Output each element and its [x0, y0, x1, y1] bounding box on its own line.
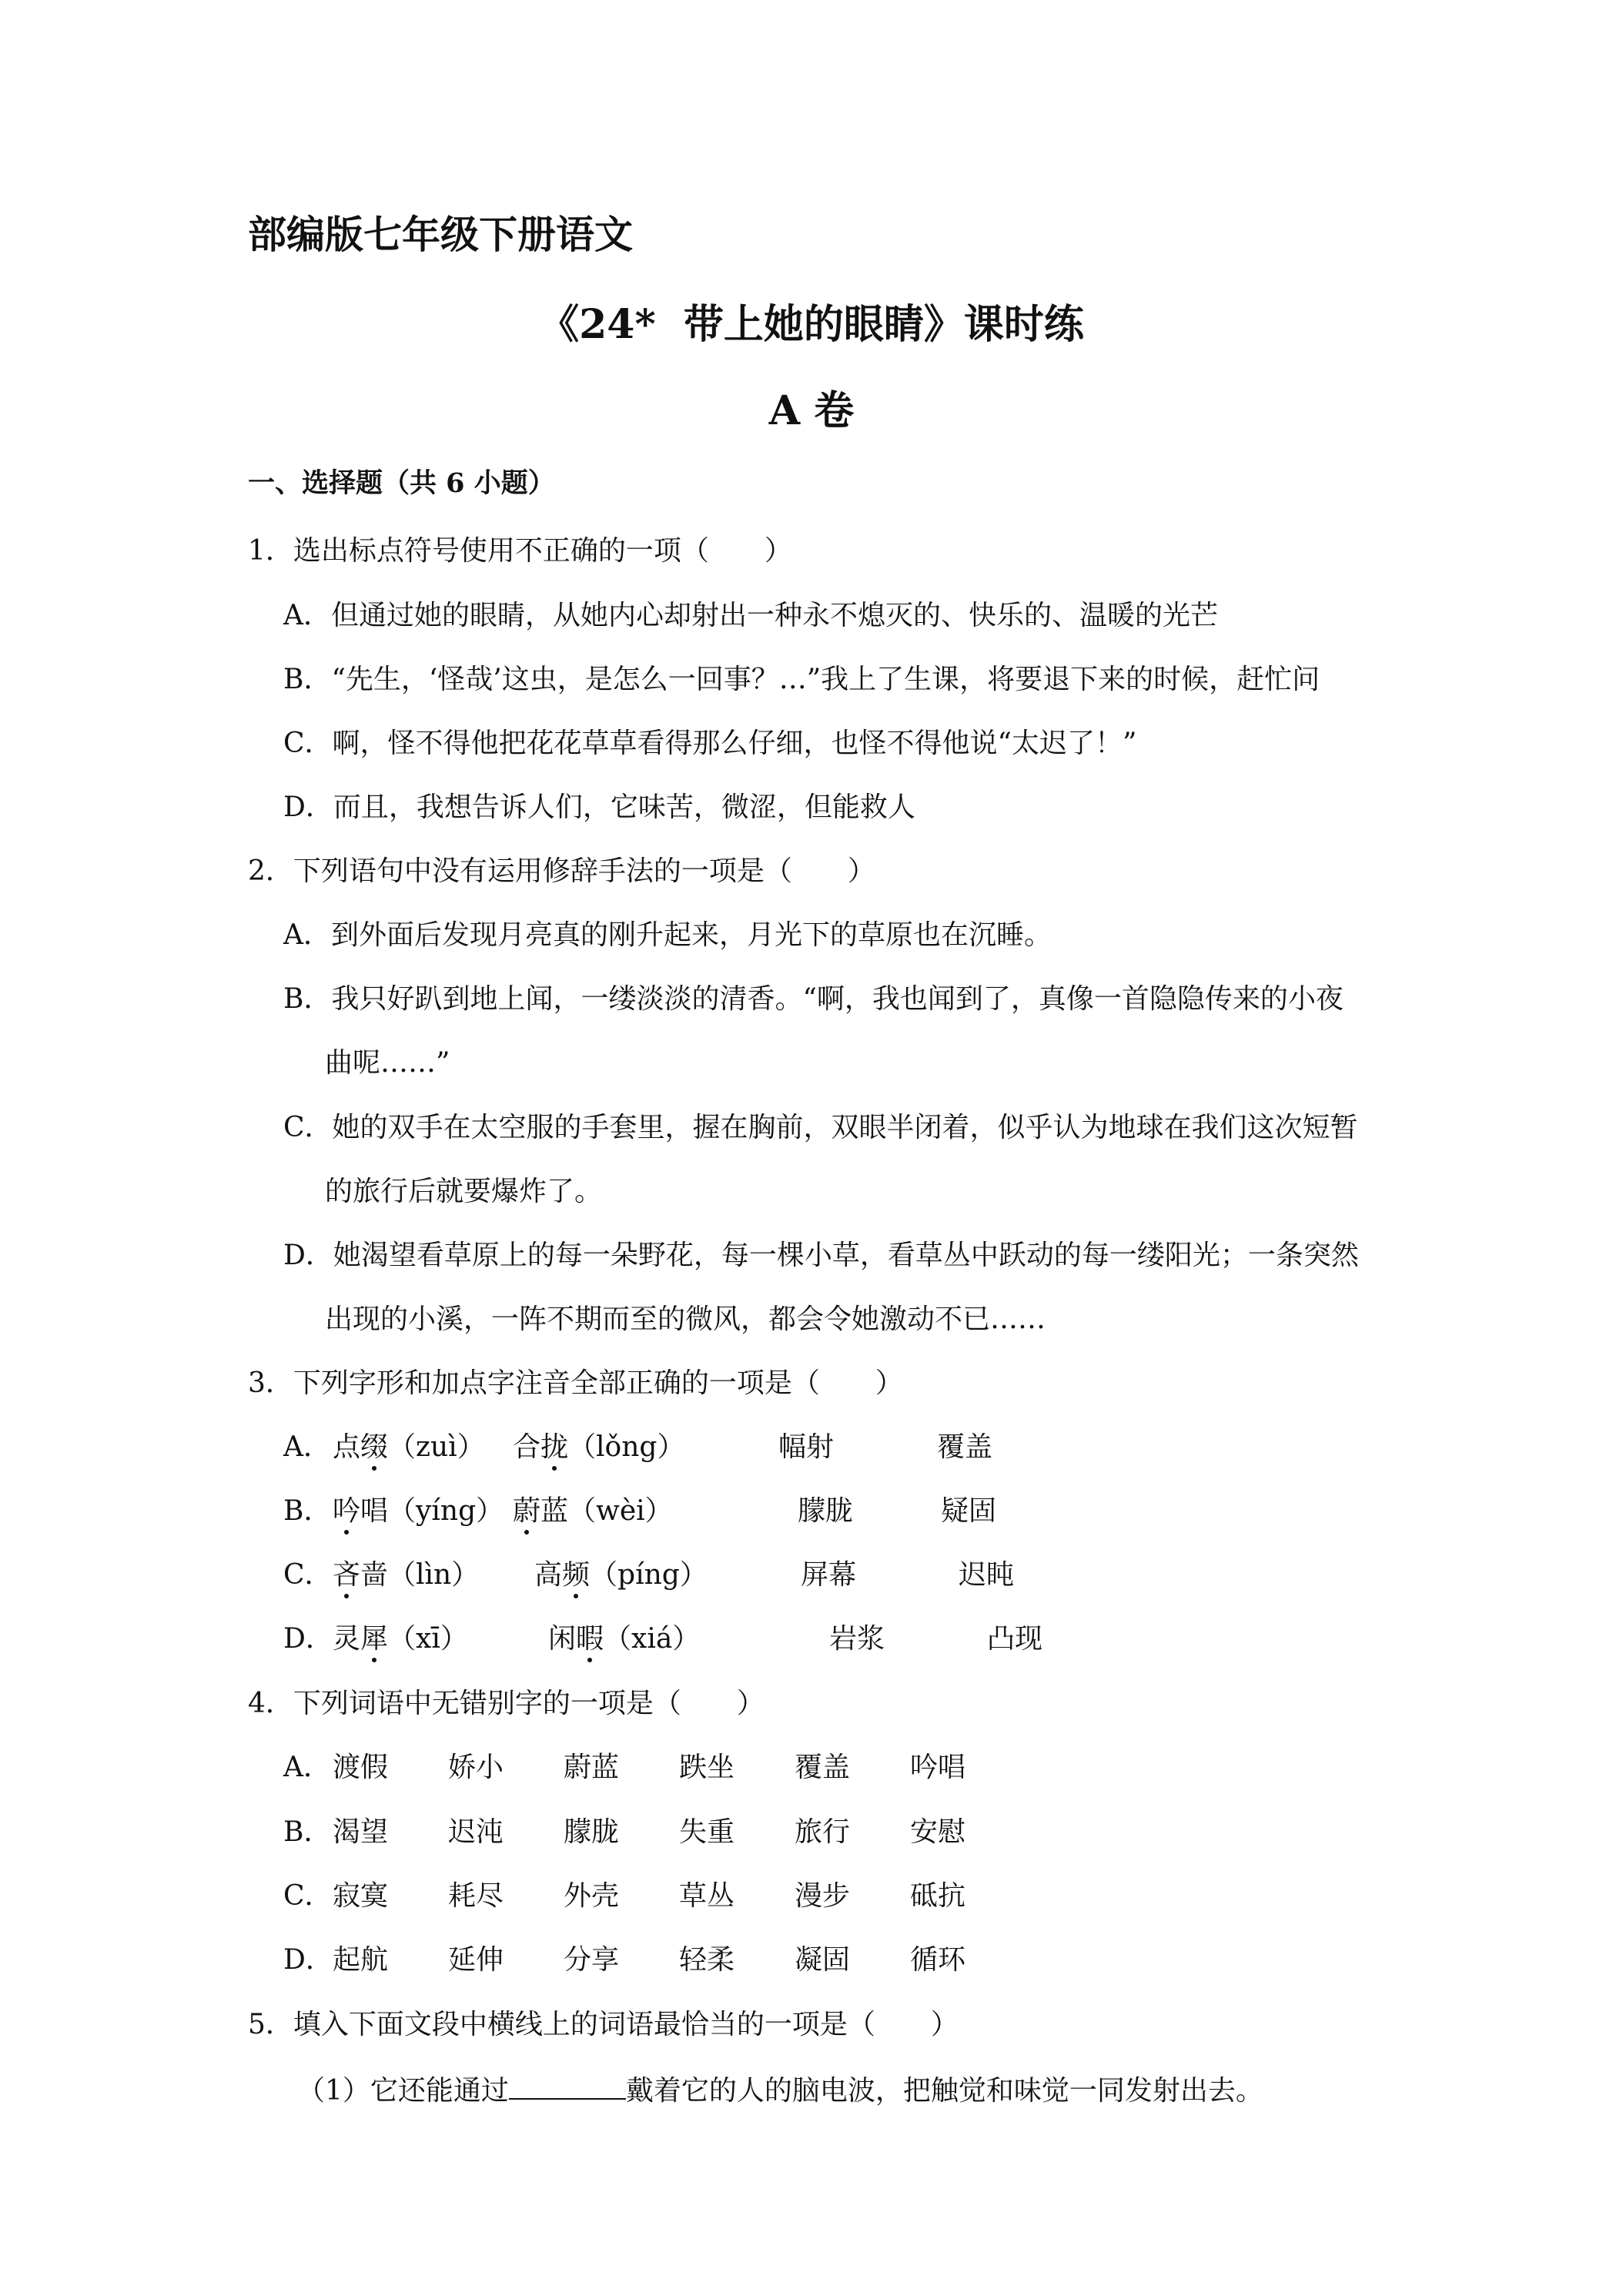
- textbook-title: 部编版七年级下册语文: [248, 212, 633, 257]
- question-4-option-label: A．: [283, 1752, 331, 1783]
- question-4-option-label: C．: [283, 1880, 333, 1912]
- question-2-stem: 2．下列语句中没有运用修辞手法的一项是（ ）: [248, 855, 875, 887]
- question-1-stem: 1．选出标点符号使用不正确的一项（ ）: [248, 535, 792, 567]
- dotted-char: 频: [562, 1559, 591, 1591]
- lesson-title: 《24* 带上她的眼睛》课时练: [539, 301, 1084, 348]
- question-4-word: 起航: [333, 1944, 389, 1976]
- word-with-pinyin: 点缀（zuì）: [333, 1431, 485, 1463]
- question-1-option-b: B．“先生，‘怪哉’这虫，是怎么一回事？…”我上了生课，将要退下来的时候，赶忙问: [283, 664, 1320, 695]
- question-4-word: 渡假: [333, 1752, 389, 1783]
- question-4-word: 覆盖: [795, 1752, 851, 1783]
- word: 岩浆: [829, 1623, 885, 1655]
- word-with-pinyin: 灵犀（xī）: [333, 1623, 468, 1655]
- question-4-word: 凝固: [795, 1944, 851, 1976]
- question-2-option-d: D．她渴望看草原上的每一朵野花，每一棵小草，看草丛中跃动的每一缕阳光；一条突然: [283, 1240, 1359, 1271]
- question-4-word: 朦胧: [564, 1816, 620, 1848]
- option-label: C．: [283, 1559, 333, 1591]
- question-2-option-b-continued: 曲呢……”: [325, 1047, 450, 1079]
- question-4-option-label: B．: [283, 1816, 332, 1848]
- question-3-stem: 3．下列字形和加点字注音全部正确的一项是（ ）: [248, 1367, 903, 1399]
- question-4-word: 砥抗: [910, 1880, 966, 1912]
- question-4-word: 耗尽: [448, 1880, 504, 1912]
- question-4-word: 渴望: [333, 1816, 389, 1848]
- question-4-stem: 4．下列词语中无错别字的一项是（ ）: [248, 1688, 765, 1719]
- question-1-option-d: D．而且，我想告诉人们，它味苦，微涩，但能救人: [283, 792, 915, 823]
- dotted-char: 吝: [333, 1559, 361, 1591]
- section-heading: 一、选择题（共 6 小题）: [248, 467, 555, 499]
- question-4-word: 循环: [910, 1944, 966, 1976]
- word-with-pinyin: 吟唱（yíng）: [333, 1495, 504, 1527]
- question-2-option-c: C．她的双手在太空服的手套里，握在胸前，双眼半闭着，似乎认为地球在我们这次短暂: [283, 1112, 1358, 1143]
- dotted-char: 吟: [333, 1495, 361, 1527]
- question-4-word: 分享: [564, 1944, 620, 1976]
- question-4-word: 草丛: [679, 1880, 735, 1912]
- question-4-word: 吟唱: [910, 1752, 966, 1783]
- word: 凸现: [987, 1623, 1043, 1655]
- question-1-option-c: C．啊，怪不得他把花花草草看得那么仔细，也怪不得他说“太迟了！”: [283, 728, 1137, 759]
- question-4-word: 娇小: [448, 1752, 504, 1783]
- question-4-word: 寂寞: [333, 1880, 389, 1912]
- volume-title: A 卷: [768, 387, 855, 434]
- question-4-word: 延伸: [448, 1944, 504, 1976]
- question-4-word: 漫步: [795, 1880, 851, 1912]
- word: 幅射: [778, 1431, 835, 1463]
- option-label: A．: [283, 1431, 331, 1463]
- question-4-word: 跌坐: [679, 1752, 735, 1783]
- question-2-option-c-continued: 的旅行后就要爆炸了。: [325, 1176, 603, 1207]
- question-4-word: 旅行: [795, 1816, 851, 1848]
- dotted-char: 蔚: [513, 1495, 541, 1527]
- dotted-char: 犀: [360, 1623, 389, 1655]
- word: 屏幕: [801, 1559, 857, 1591]
- question-4-word: 迟沌: [448, 1816, 504, 1848]
- question-4-word: 蔚蓝: [564, 1752, 620, 1783]
- question-4-word: 外壳: [564, 1880, 620, 1912]
- word-with-pinyin: 吝啬（lìn）: [333, 1559, 480, 1591]
- dotted-char: 缀: [360, 1431, 389, 1463]
- question-1-option-a: A．但通过她的眼睛，从她内心却射出一种永不熄灭的、快乐的、温暖的光芒: [283, 600, 1218, 631]
- word: 覆盖: [937, 1431, 993, 1463]
- word: 疑固: [941, 1495, 997, 1527]
- word: 迟盹: [959, 1559, 1015, 1591]
- word-with-pinyin: 蔚蓝（wèi）: [513, 1495, 673, 1527]
- question-2-option-b: B．我只好趴到地上闻，一缕淡淡的清香。“啊，我也闻到了，真像一首隐隐传来的小夜: [283, 983, 1344, 1015]
- question-4-word: 失重: [679, 1816, 735, 1848]
- question-4-option-label: D．: [283, 1944, 333, 1976]
- word-with-pinyin: 高频（píng）: [534, 1559, 708, 1591]
- dotted-char: 拢: [540, 1431, 569, 1463]
- answer-blank: [509, 2075, 626, 2100]
- question-5-line-1: （1）它还能通过 戴着它的人的脑电波，把触觉和味觉一同发射出去。: [297, 2075, 1263, 2107]
- question-4-word: 安慰: [910, 1816, 966, 1848]
- question-2-option-d-continued: 出现的小溪，一阵不期而至的微风，都会令她激动不已……: [325, 1304, 1046, 1335]
- question-5-stem: 5．填入下面文段中横线上的词语最恰当的一项是（ ）: [248, 2009, 959, 2040]
- word-with-pinyin: 合拢（lǒng）: [513, 1431, 685, 1463]
- question-4-word: 轻柔: [679, 1944, 735, 1976]
- question-2-option-a: A．到外面后发现月亮真的刚升起来，月光下的草原也在沉睡。: [283, 919, 1052, 951]
- option-label: D．: [283, 1623, 333, 1655]
- option-label: B．: [283, 1495, 332, 1527]
- word: 朦胧: [798, 1495, 854, 1527]
- word-with-pinyin: 闲暇（xiá）: [548, 1623, 701, 1655]
- dotted-char: 暇: [576, 1623, 604, 1655]
